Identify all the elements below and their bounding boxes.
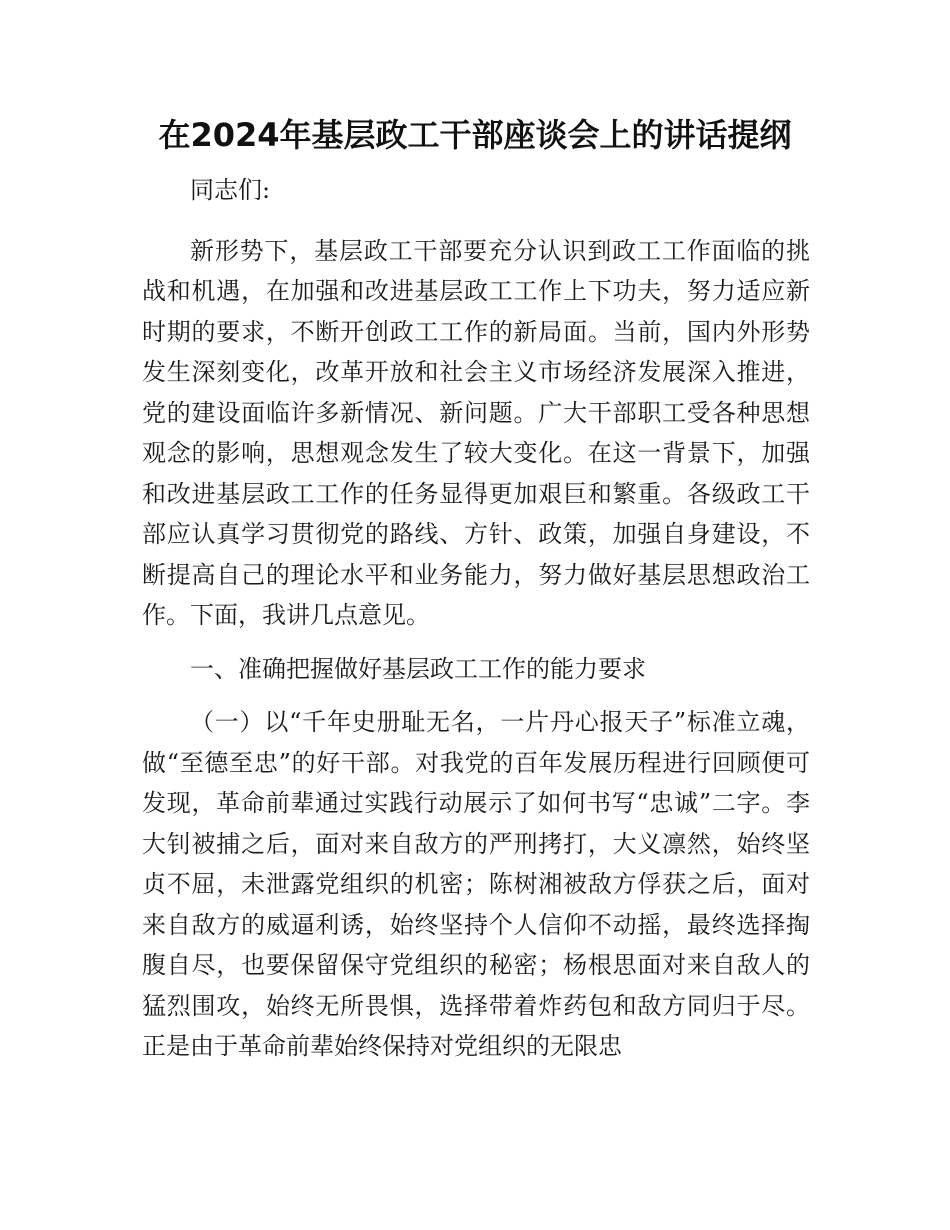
paragraph-intro: 新形势下，基层政工干部要充分认识到政工工作面临的挑战和机遇，在加强和改进基层政工工作上下功夫，努力适应新时期的要求，不断开创政工工作的新局面。当前，国内外形势发生深刻变化，改革开放和社会主义市场经济发展深入推进，党的建设面临许多新情况、新问题。广大干部职工受各种思想观念的影响，思想观念发生了较大变化。在这一背景下，加强和改进基层政工工作的任务显得更加艰巨和繁重。各级政工干部应认真学习贯彻党的路线、方针、政策，加强自身建设，不断提高自己的理论水平和业务能力，努力做好基层思想政治工作。下面，我讲几点意见。 (142, 236, 810, 629)
paragraph-1-1: （一）以“千年史册耻无名，一片丹心报天子”标准立魂，做“至德至忠”的好干部。对我党的百年发展历程进行回顾便可发现，革命前辈通过实践行动展示了如何书写“忠诚”二字。李大钊被捕之后，面对来自敌方的严刑拷打，大义凛然，始终坚贞不屈，未泄露党组织的机密；陈树湘被敌方俘获之后，面对来自敌方的威逼利诱，始终坚持个人信仰不动摇，最终选择掏腹自尽，也要保留保守党组织的秘密；杨根思面对来自敌人的猛烈围攻，始终无所畏惧，选择带着炸药包和敌方同归于尽。正是由于革命前辈始终保持对党组织的无限忠 (142, 708, 810, 1060)
section-heading-1: 一、准确把握做好基层政工工作的能力要求 (190, 654, 646, 683)
salutation: 同志们: (190, 176, 271, 204)
document-body (142, 170, 810, 1080)
document-title: 在2024年基层政工干部座谈会上的讲话提纲 (158, 116, 792, 154)
